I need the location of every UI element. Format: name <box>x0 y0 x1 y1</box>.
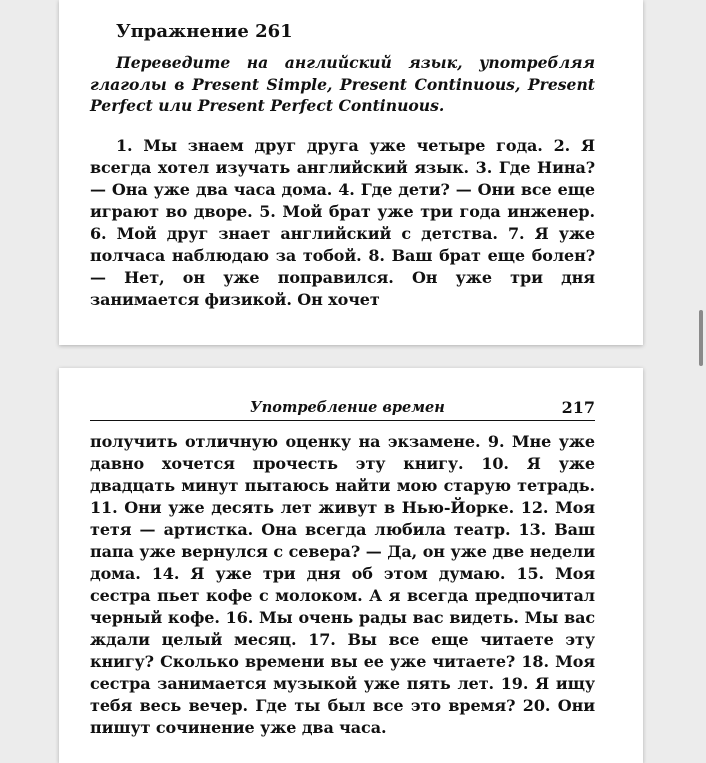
running-title: Употребление времен <box>250 399 445 416</box>
exercise-text-part-2: получить отличную оценку на экзамене. 9. Мне уже давно хочется прочесть эту книгу. 10. Я уже двадцать минут пытаюсь найти мою старую тетрадь. 11. Они уже десять лет живут в Нью-Йорке. 12. Моя тетя — артистка. Она всегда любила театр. 13. Ваш папа уже вернулся с севера? — Да, он уже две недели дома. 14. Я уже три дня об этом думаю. 15. Моя сестра пьет кофе с молоком. А я всегда предпочитал черный кофе. 16. Мы очень рады вас видеть. Мы вас ждали целый месяц. 17. Вы все еще читаете эту книгу? Сколько времени вы ее уже читаете? 18. Моя сестра занимается музыкой уже пять лет. 19. Я ищу тебя весь вечер. Где ты был все это время? 20. Они пишут сочинение уже два часа. <box>90 432 595 737</box>
exercise-instruction: Переведите на английский язык, употребляя глаголы в Present Simple, Present Continuous, Present Perfect или Present Perfect Continuous. <box>90 53 595 115</box>
book-page-top <box>59 0 643 345</box>
page-number: 217 <box>561 398 595 417</box>
running-header <box>90 398 595 421</box>
scrollbar-thumb[interactable] <box>699 310 703 366</box>
exercise-title: Упражнение 261 <box>116 21 293 42</box>
exercise-text-part-1: 1. Мы знаем друг друга уже четыре года. 2. Я всегда хотел изучать английский язык. 3. Где Нина? — Она уже два часа дома. 4. Где дети? — Они все еще играют во дворе. 5. Мой брат уже три года инженер. 6. Мой друг знает английский с детства. 7. Я уже полчаса наблюдаю за тобой. 8. Ваш брат еще болен? — Нет, он уже поправился. Он уже три дня занимается физикой. Он хочет <box>90 135 595 309</box>
book-page-bottom <box>59 368 643 763</box>
